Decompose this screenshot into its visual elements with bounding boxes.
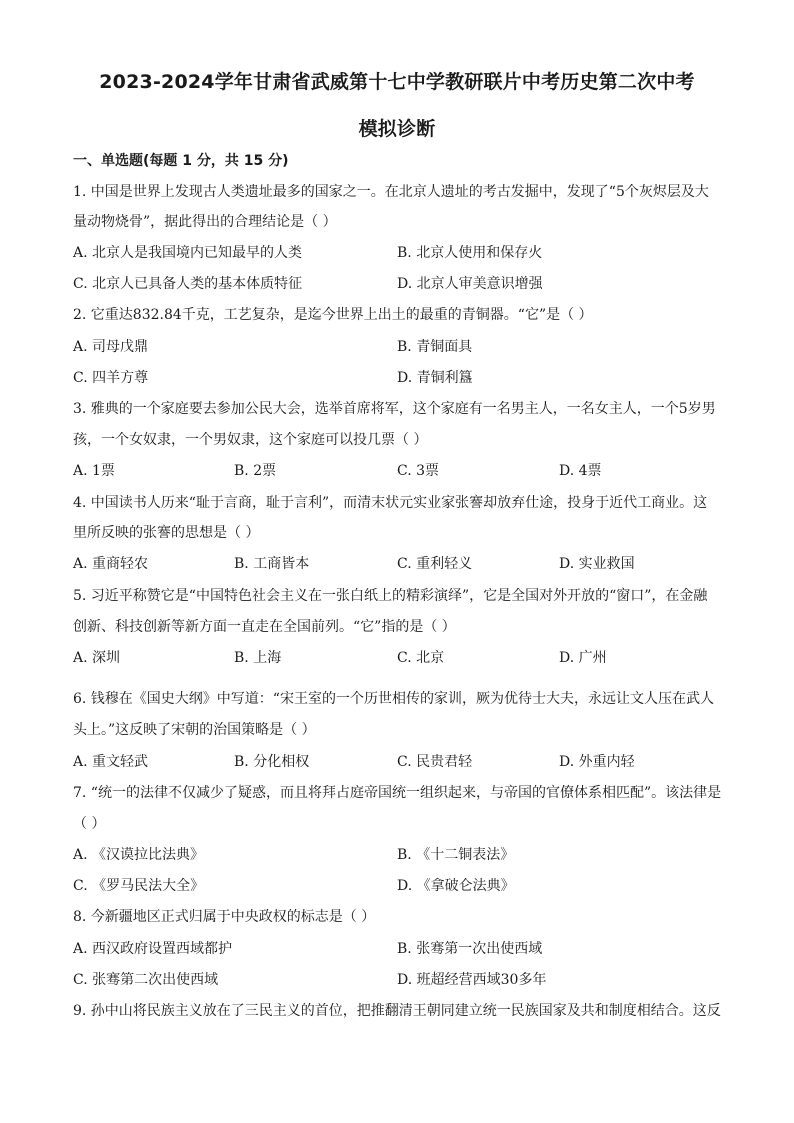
question-3-option-d: D. 4票 [559, 463, 602, 479]
question-6-stem-line-1: 6. 钱穆在《国史大纲》中写道：“宋王室的一个历世相传的家训，厥为优待士大夫，永远让文人压在武人 [73, 691, 714, 707]
question-8-option-b: B. 张骞第一次出使西域 [397, 941, 543, 957]
question-6-option-a: A. 重文轻武 [73, 754, 149, 770]
question-3-option-b: B. 2票 [234, 463, 277, 479]
question-2-option-d: D. 青铜利簋 [397, 370, 473, 386]
question-3-stem-line-2: 孩，一个女奴隶，一个男奴隶，这个家庭可以投几票（ ） [73, 432, 428, 448]
question-1-option-c: C. 北京人已具备人类的基本体质特征 [73, 276, 303, 292]
question-6-stem-line-2: 头上。”这反映了宋朝的治国策略是（ ） [73, 722, 316, 738]
question-8-option-c: C. 张骞第二次出使西域 [73, 972, 219, 988]
question-5-option-b: B. 上海 [234, 650, 282, 666]
question-7-option-a: A. 《汉谟拉比法典》 [73, 847, 205, 863]
question-5-option-a: A. 深圳 [73, 650, 121, 666]
question-1-stem-line-2: 量动物烧骨”，据此得出的合理结论是（ ） [73, 214, 337, 230]
question-5-stem-line-1: 5. 习近平称赞它是“中国特色社会主义在一张白纸上的精彩演绎”，它是全国对外开放的“窗口”，在金融 [73, 588, 708, 604]
question-4-option-d: D. 实业救国 [559, 556, 635, 572]
question-6-option-b: B. 分化相权 [234, 754, 310, 770]
question-9-stem-line-1: 9. 孙中山将民族主义放在了三民主义的首位，把推翻清王朝同建立统一民族国家及共和制度相结合。这反 [73, 1003, 721, 1019]
question-2-stem-line-1: 2. 它重达832.84千克，工艺复杂，是迄今世界上出土的最重的青铜器。“它”是（ ） [73, 307, 593, 323]
question-4-option-c: C. 重利轻义 [397, 556, 473, 572]
question-3-option-a: A. 1票 [73, 463, 115, 479]
question-3-stem-line-1: 3. 雅典的一个家庭要去参加公民大会，选举首席将军，这个家庭有一名男主人，一名女主人，一个5岁男 [73, 401, 716, 417]
question-4-stem-line-1: 4. 中国读书人历来“耻于言商，耻于言利”，而清末状元实业家张謇却放弃仕途，投身于近代工商业。这 [73, 495, 708, 511]
question-8-option-d: D. 班超经营西域30多年 [397, 972, 547, 988]
question-6-option-c: C. 民贵君轻 [397, 754, 473, 770]
question-1-option-d: D. 北京人审美意识增强 [397, 276, 543, 292]
question-2-option-b: B. 青铜面具 [397, 339, 473, 355]
question-3-option-c: C. 3票 [397, 463, 440, 479]
exam-title-line-2: 模拟诊断 [358, 118, 436, 140]
question-1-stem-line-1: 1. 中国是世界上发现古人类遗址最多的国家之一。在北京人遗址的考古发掘中，发现了“5个灰烬层及大 [73, 184, 709, 200]
question-1-option-b: B. 北京人使用和保存火 [397, 245, 543, 261]
question-8-option-a: A. 西汉政府设置西域都护 [73, 941, 233, 957]
question-5-stem-line-2: 创新、科技创新等新方面一直走在全国前列。“它”指的是（ ） [73, 619, 456, 635]
question-7-option-c: C. 《罗马民法大全》 [73, 878, 205, 894]
question-4-option-a: A. 重商轻农 [73, 556, 149, 572]
question-1-option-a: A. 北京人是我国境内已知最早的人类 [73, 245, 303, 261]
question-2-option-a: A. 司母戊鼎 [73, 339, 149, 355]
question-7-stem-line-2: （ ） [73, 816, 106, 832]
question-5-option-c: C. 北京 [397, 650, 445, 666]
question-2-option-c: C. 四羊方尊 [73, 370, 149, 386]
question-8-stem-line-1: 8. 今新疆地区正式归属于中央政权的标志是（ ） [73, 909, 376, 925]
question-5-option-d: D. 广州 [559, 650, 607, 666]
question-7-option-b: B. 《十二铜表法》 [397, 847, 515, 863]
question-4-stem-line-2: 里所反映的张謇的思想是（ ） [73, 525, 260, 541]
section-header: 一、单选题(每题 1 分，共 15 分) [73, 153, 289, 169]
question-7-stem-line-1: 7. “统一的法律不仅减少了疑惑，而且将拜占庭帝国统一组织起来，与帝国的官僚体系相匹配”。该法律是 [73, 785, 722, 801]
question-7-option-d: D. 《拿破仑法典》 [397, 878, 515, 894]
question-4-option-b: B. 工商皆本 [234, 556, 310, 572]
exam-title-line-1: 2023-2024学年甘肃省武威第十七中学教研联片中考历史第二次中考 [99, 71, 695, 93]
question-6-option-d: D. 外重内轻 [559, 754, 635, 770]
